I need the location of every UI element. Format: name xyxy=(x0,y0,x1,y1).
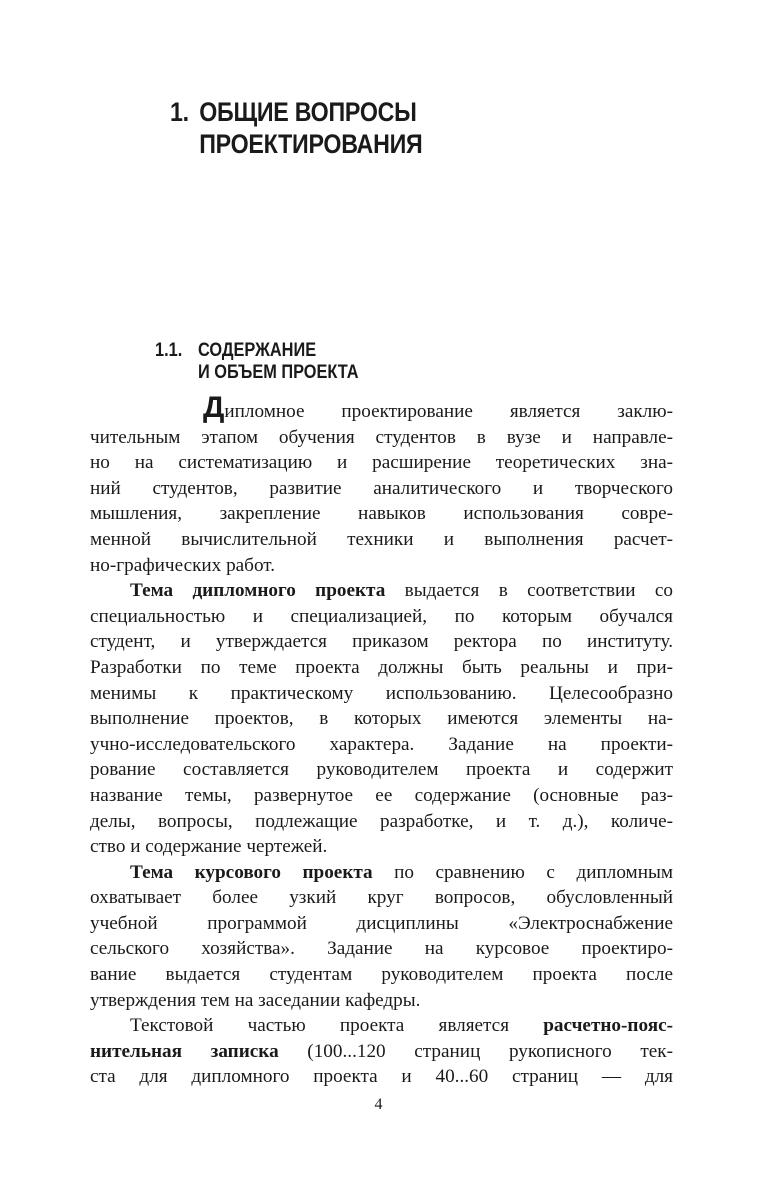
paragraph-4-line-3: ста для дипломного проекта и 40...60 страниц — для xyxy=(90,1066,673,1088)
paragraph-2-line-1: Тема дипломного проекта выдается в соответствии со xyxy=(130,580,673,602)
paragraph-3-line-4: сельского хозяйства». Задание на курсовое проектиро- xyxy=(90,938,673,960)
section-heading xyxy=(155,340,359,384)
section-title-line2: И ОБЪЕМ ПРОЕКТА xyxy=(198,362,359,383)
paragraph-3-line-2: охватывает более узкий круг вопросов, обусловленный xyxy=(90,887,673,909)
chapter-number: 1. xyxy=(170,97,189,127)
term-diploma-project: Тема дипломного проекта xyxy=(130,580,386,602)
paragraph-1-line-6: менной вычислительной техники и выполнения расчет- xyxy=(90,528,673,550)
page-number: 4 xyxy=(374,1096,383,1113)
paragraph-2-line-3: студент, и утверждается приказом ректора по институту. xyxy=(90,631,673,653)
paragraph-4-line-1: Текстовой частью проекта является расчетно-пояс- xyxy=(130,1015,673,1037)
paragraph-2-line-6: выполнение проектов, в которых имеются элементы на- xyxy=(90,708,673,730)
paragraph-1-line-3: но на систематизацию и расширение теоретических зна- xyxy=(90,452,673,474)
paragraph-3-line-3: учебной программой дисциплины «Электроснабжение xyxy=(90,912,673,934)
paragraph-1-line-4: ний студентов, развитие аналитического и творческого xyxy=(90,477,673,499)
paragraph-1-line-1: Дипломное проектирование является заклю- xyxy=(203,391,673,424)
section-title-line1: СОДЕРЖАНИЕ xyxy=(198,340,317,361)
paragraph-3-line-6: утверждения тем на заседании кафедры. xyxy=(90,989,421,1011)
paragraph-1-line-5: мышления, закрепление навыков использования совре- xyxy=(90,503,673,525)
paragraph-2-line-2: специальностью и специализацией, по которым обучался xyxy=(90,605,673,627)
chapter-heading xyxy=(170,96,422,160)
paragraph-2-line-11: ство и содержание чертежей. xyxy=(90,836,328,858)
drop-cap: Д xyxy=(203,391,225,424)
paragraph-3-line-5: вание выдается студентам руководителем проекта после xyxy=(90,964,673,986)
paragraph-2-line-5: менимы к практическому использованию. Целесообразно xyxy=(90,682,673,704)
paragraph-1-line-2: чительным этапом обучения студентов в вузе и направле- xyxy=(90,426,673,448)
term-explanatory-note-part1: расчетно-пояс- xyxy=(543,1015,673,1037)
paragraph-1-line-7: но-графических работ. xyxy=(90,554,276,576)
section-number: 1.1. xyxy=(155,340,183,361)
chapter-title-line2: ПРОЕКТИРОВАНИЯ xyxy=(199,129,423,159)
paragraph-2-line-8: рование составляется руководителем проекта и содержит xyxy=(90,759,673,781)
paragraph-2-line-7: учно-исследовательского характера. Задание на проекти- xyxy=(90,733,673,755)
body-text xyxy=(90,391,673,1090)
term-course-project: Тема курсового проекта xyxy=(130,861,373,883)
term-explanatory-note-part2: нительная записка xyxy=(90,1040,279,1062)
paragraph-2-line-10: делы, вопросы, подлежащие разработке, и т. д.), количе- xyxy=(90,810,673,832)
chapter-title-line1: ОБЩИЕ ВОПРОСЫ xyxy=(199,97,417,127)
paragraph-2-line-9: название темы, развернутое ее содержание (основные раз- xyxy=(90,784,673,806)
paragraph-4-line-2: нительная записка (100...120 страниц рукописного тек- xyxy=(90,1040,673,1062)
paragraph-2-line-4: Разработки по теме проекта должны быть реальны и при- xyxy=(90,656,673,678)
paragraph-3-line-1: Тема курсового проекта по сравнению с дипломным xyxy=(130,861,673,883)
